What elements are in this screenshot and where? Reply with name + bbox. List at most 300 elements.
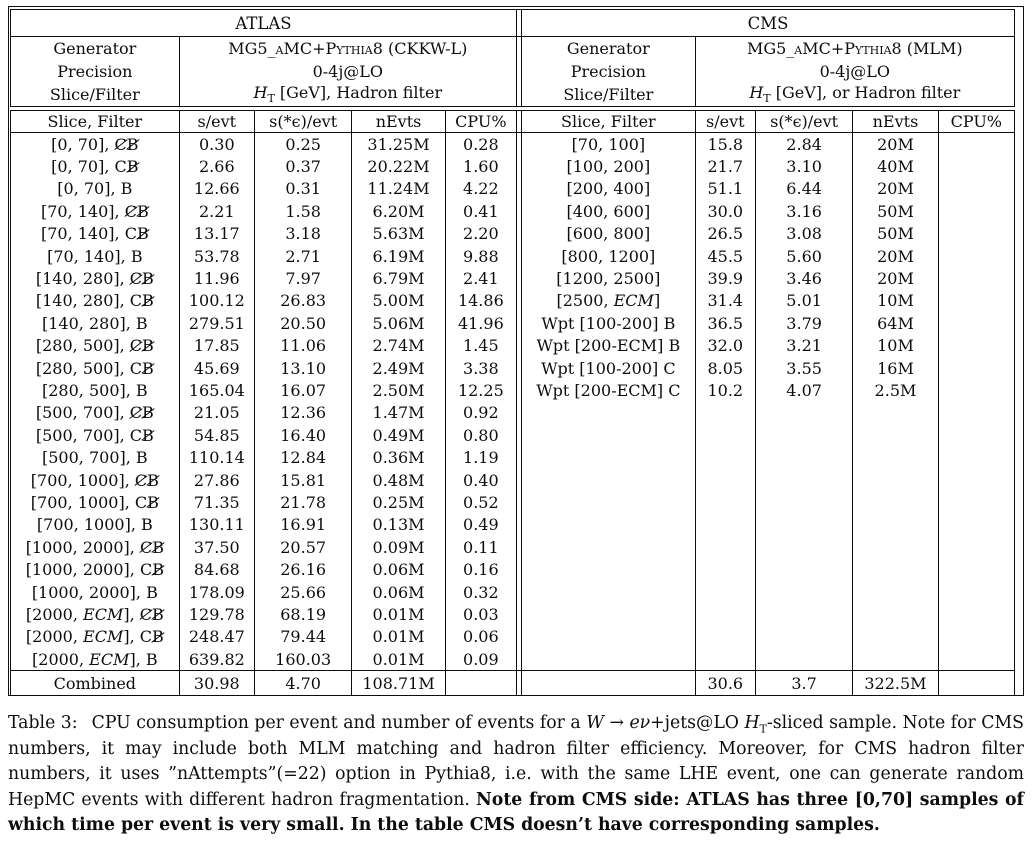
cell-s-eps-evt: 2.84	[755, 133, 852, 156]
cell-s-eps-evt	[755, 558, 852, 580]
cell-cpu: 14.86	[445, 290, 516, 312]
cell-cpu: 3.38	[445, 357, 516, 379]
cell-cpu	[938, 491, 1014, 513]
cell-nevts: 50M	[853, 223, 938, 245]
cell-slice: [0, 70], CB	[51, 134, 139, 154]
cell-slice: [70, 100]	[571, 134, 646, 154]
cell-cpu	[938, 200, 1014, 222]
cell-s-evt: 37.50	[179, 536, 254, 558]
cell-cpu	[938, 469, 1014, 491]
cell-slice: Wpt [200-ECM] C	[536, 380, 681, 400]
cell-slice: [500, 700], CB	[35, 403, 154, 423]
cell-nevts	[853, 558, 938, 580]
cell-slice	[522, 469, 696, 491]
cell-nevts: 2.5M	[853, 379, 938, 401]
cell-nevts: 0.09M	[352, 536, 445, 558]
atlas-slicefilter-value: $H_T$ [GeV], Hadron filter	[179, 83, 516, 107]
atlas-col-s-evt: s/evt	[179, 111, 254, 133]
cell-slice: [2500, ECM]	[556, 291, 661, 311]
cell-nevts	[853, 469, 938, 491]
cell-s-evt: 21.7	[695, 155, 755, 177]
cms-slicefilter-value: $H_T$ [GeV], or Hadron filter	[695, 83, 1014, 107]
atlas-slicefilter-label: Slice/Filter	[49, 85, 140, 104]
cell-cpu: 2.41	[445, 267, 516, 289]
cell-slice: [800, 1200]	[561, 246, 656, 266]
table-row	[11, 626, 1015, 648]
cell-slice: [700, 1000], B	[36, 515, 153, 535]
cell-cpu: 0.52	[445, 491, 516, 513]
table-row	[11, 223, 1015, 245]
cell-s-eps-evt: 16.40	[254, 424, 351, 446]
cell-s-evt	[695, 603, 755, 625]
cell-s-eps-evt: 11.06	[254, 335, 351, 357]
cell-slice: [2000, ECM], B	[32, 649, 158, 669]
cell-nevts	[853, 581, 938, 603]
data-table	[10, 110, 1015, 696]
cell-s-evt	[695, 424, 755, 446]
cell-s-evt: 10.2	[695, 379, 755, 401]
cell-s-evt	[695, 446, 755, 468]
table-row	[11, 379, 1015, 401]
cell-cpu	[938, 581, 1014, 603]
table-row	[11, 671, 1015, 696]
cell-slice: [400, 600]	[566, 201, 651, 221]
cms-col-cpu: CPU%	[938, 111, 1014, 133]
cell-cpu	[938, 514, 1014, 536]
atlas-title: ATLAS	[11, 10, 517, 37]
cell-cpu: 0.80	[445, 424, 516, 446]
cell-cpu: 1.19	[445, 446, 516, 468]
cell-s-eps-evt: 6.44	[755, 178, 852, 200]
cell-cpu: 0.32	[445, 581, 516, 603]
cell-nevts: 11.24M	[352, 178, 445, 200]
cell-s-eps-evt: 79.44	[254, 626, 351, 648]
cell-s-evt	[695, 648, 755, 671]
cell-cpu: 0.16	[445, 558, 516, 580]
cell-s-evt: 17.85	[179, 335, 254, 357]
cell-s-eps-evt	[755, 581, 852, 603]
cell-cpu: 41.96	[445, 312, 516, 334]
table-row	[11, 290, 1015, 312]
cell-cpu: 0.49	[445, 514, 516, 536]
cell-cpu	[938, 155, 1014, 177]
cell-nevts	[853, 536, 938, 558]
cell-s-evt	[695, 469, 755, 491]
cell-cpu	[938, 133, 1014, 156]
cell-s-evt: 51.1	[695, 178, 755, 200]
cell-slice: [70, 140], CB	[40, 201, 149, 221]
cell-slice: [70, 140], CB	[40, 224, 149, 244]
cell-nevts: 6.79M	[352, 267, 445, 289]
cell-s-evt: 165.04	[179, 379, 254, 401]
cell-nevts: 50M	[853, 200, 938, 222]
cell-nevts: 5.06M	[352, 312, 445, 334]
cell-cpu	[938, 335, 1014, 357]
table-row	[11, 155, 1015, 177]
cell-nevts: 1.47M	[352, 402, 445, 424]
cell-nevts: 31.25M	[352, 133, 445, 156]
table-row	[11, 603, 1015, 625]
cell-cpu: 0.11	[445, 536, 516, 558]
atlas-col-cpu: CPU%	[445, 111, 516, 133]
cell-slice: [700, 1000], CB	[30, 470, 159, 490]
cell-nevts: 20M	[853, 133, 938, 156]
cell-slice: Combined	[11, 671, 180, 696]
cell-slice: [2000, ECM], CB	[25, 627, 164, 647]
cell-nevts: 0.06M	[352, 581, 445, 603]
cell-slice: [1000, 2000], B	[31, 582, 158, 602]
cell-s-evt: 279.51	[179, 312, 254, 334]
cell-nevts: 64M	[853, 312, 938, 334]
cell-s-evt: 21.05	[179, 402, 254, 424]
table-row	[11, 312, 1015, 334]
cell-cpu	[938, 312, 1014, 334]
cms-title: CMS	[521, 10, 1014, 37]
cell-cpu	[938, 223, 1014, 245]
cell-s-eps-evt: 26.83	[254, 290, 351, 312]
cms-generator-label: Generator	[566, 39, 650, 58]
cell-nevts	[853, 626, 938, 648]
cell-cpu	[938, 357, 1014, 379]
cell-nevts: 0.49M	[352, 424, 445, 446]
cell-nevts: 20M	[853, 245, 938, 267]
cell-nevts: 322.5M	[853, 671, 938, 696]
cell-nevts: 6.20M	[352, 200, 445, 222]
cell-s-evt: 36.5	[695, 312, 755, 334]
cell-cpu: 4.22	[445, 178, 516, 200]
atlas-col-s-eps-evt: s(*ϵ)/evt	[254, 111, 351, 133]
cell-s-eps-evt: 0.25	[254, 133, 351, 156]
cell-s-evt: 12.66	[179, 178, 254, 200]
cell-slice: [0, 70], B	[57, 179, 133, 199]
cell-slice	[522, 603, 696, 625]
cell-s-evt: 639.82	[179, 648, 254, 671]
cell-s-evt: 0.30	[179, 133, 254, 156]
cell-nevts	[853, 648, 938, 671]
table-row	[11, 267, 1015, 289]
cell-s-eps-evt: 3.18	[254, 223, 351, 245]
cell-slice: [0, 70], CB	[51, 157, 139, 177]
cell-s-eps-evt: 5.60	[755, 245, 852, 267]
table-row	[11, 357, 1015, 379]
cell-cpu	[938, 245, 1014, 267]
table-row	[11, 200, 1015, 222]
cell-s-eps-evt: 4.07	[755, 379, 852, 401]
cell-cpu	[938, 536, 1014, 558]
cell-s-evt: 45.69	[179, 357, 254, 379]
table-row	[11, 335, 1015, 357]
cell-s-evt: 11.96	[179, 267, 254, 289]
cell-nevts	[853, 446, 938, 468]
cell-s-eps-evt: 3.08	[755, 223, 852, 245]
cell-cpu	[938, 178, 1014, 200]
cell-nevts: 20.22M	[352, 155, 445, 177]
cms-col-slice-filter: Slice, Filter	[522, 111, 696, 133]
cell-s-evt: 13.17	[179, 223, 254, 245]
experiment-title-row	[11, 10, 1015, 37]
cell-s-eps-evt: 12.84	[254, 446, 351, 468]
cell-slice	[522, 491, 696, 513]
cell-slice: [1000, 2000], CB	[25, 560, 164, 580]
cell-nevts: 0.25M	[352, 491, 445, 513]
cell-s-eps-evt: 5.01	[755, 290, 852, 312]
cell-s-evt: 178.09	[179, 581, 254, 603]
cell-cpu: 0.03	[445, 603, 516, 625]
cell-slice: [140, 280], CB	[35, 269, 154, 289]
cell-slice: [500, 700], B	[42, 448, 148, 468]
table-row	[11, 402, 1015, 424]
cell-slice: Wpt [200-ECM] B	[536, 336, 681, 356]
cell-nevts: 2.49M	[352, 357, 445, 379]
cell-s-evt	[695, 581, 755, 603]
table-caption	[8, 711, 1024, 838]
caption-text: CPU consumption per event and number of events for a W → eν+jets@LO $H_T$-sliced sample. Note for CMS numbers, it may include both MLM matching and hadron filter efficiency. Moreover, for CMS hadron filter numbers, it uses ”nAttempts”(=22) option in Pythia8, i.e. with the same LHE event, one can generate random HepMC events with different hadron fragmentation.	[8, 713, 1024, 810]
cell-s-eps-evt	[755, 402, 852, 424]
cell-cpu	[938, 290, 1014, 312]
cell-s-eps-evt: 68.19	[254, 603, 351, 625]
cell-s-evt: 15.8	[695, 133, 755, 156]
cell-nevts: 20M	[853, 178, 938, 200]
table-row	[11, 581, 1015, 603]
cell-cpu: 0.41	[445, 200, 516, 222]
cell-nevts: 5.63M	[352, 223, 445, 245]
cell-s-evt: 71.35	[179, 491, 254, 513]
cell-s-evt	[695, 491, 755, 513]
cell-s-evt: 8.05	[695, 357, 755, 379]
cell-s-eps-evt: 7.97	[254, 267, 351, 289]
cell-s-eps-evt: 3.55	[755, 357, 852, 379]
cell-s-eps-evt: 20.50	[254, 312, 351, 334]
cell-cpu	[938, 603, 1014, 625]
cell-slice: [280, 500], B	[42, 380, 148, 400]
cell-slice: [1000, 2000], CB	[25, 537, 164, 557]
table-header-block	[10, 9, 1015, 107]
cell-nevts: 16M	[853, 357, 938, 379]
cms-slicefilter-label: Slice/Filter	[563, 85, 654, 104]
cell-cpu: 1.45	[445, 335, 516, 357]
slice-filter-row	[11, 83, 1015, 107]
cell-s-evt: 32.0	[695, 335, 755, 357]
table-row	[11, 133, 1015, 156]
cell-nevts	[853, 402, 938, 424]
cell-slice	[522, 648, 696, 671]
cell-cpu	[938, 267, 1014, 289]
cell-s-evt: 45.5	[695, 245, 755, 267]
cell-nevts: 6.19M	[352, 245, 445, 267]
cell-slice	[522, 581, 696, 603]
cell-cpu	[938, 626, 1014, 648]
table-row	[11, 648, 1015, 671]
cell-slice	[522, 626, 696, 648]
cell-s-evt: 39.9	[695, 267, 755, 289]
cell-nevts	[853, 491, 938, 513]
cell-nevts: 0.01M	[352, 626, 445, 648]
table-row	[11, 491, 1015, 513]
cell-s-eps-evt: 160.03	[254, 648, 351, 671]
cell-s-evt: 110.14	[179, 446, 254, 468]
cell-s-eps-evt	[755, 626, 852, 648]
cell-s-eps-evt: 3.46	[755, 267, 852, 289]
cell-s-eps-evt: 1.58	[254, 200, 351, 222]
cell-s-eps-evt: 25.66	[254, 581, 351, 603]
cell-slice: [140, 280], B	[42, 313, 148, 333]
cell-slice	[522, 671, 696, 696]
cell-nevts: 10M	[853, 335, 938, 357]
cell-s-evt: 2.21	[179, 200, 254, 222]
cell-nevts: 0.36M	[352, 446, 445, 468]
cell-slice	[522, 514, 696, 536]
cell-s-eps-evt: 0.37	[254, 155, 351, 177]
cell-cpu	[938, 424, 1014, 446]
cell-cpu	[938, 402, 1014, 424]
atlas-col-nevts: nEvts	[352, 111, 445, 133]
cell-nevts: 0.01M	[352, 648, 445, 671]
table-row	[11, 558, 1015, 580]
cell-s-eps-evt: 13.10	[254, 357, 351, 379]
cell-nevts: 40M	[853, 155, 938, 177]
cell-s-evt: 53.78	[179, 245, 254, 267]
cell-slice: Wpt [100-200] B	[541, 313, 676, 333]
cell-nevts: 20M	[853, 267, 938, 289]
cell-s-eps-evt	[755, 648, 852, 671]
cell-nevts: 0.01M	[352, 603, 445, 625]
atlas-precision-label: Precision	[57, 62, 133, 81]
cell-nevts: 0.13M	[352, 514, 445, 536]
column-header-row	[11, 111, 1015, 133]
cell-slice	[522, 536, 696, 558]
table-row	[11, 469, 1015, 491]
atlas-col-slice-filter: Slice, Filter	[11, 111, 180, 133]
cell-s-evt: 30.6	[695, 671, 755, 696]
cell-cpu: 1.60	[445, 155, 516, 177]
cell-s-evt: 27.86	[179, 469, 254, 491]
cell-s-eps-evt: 15.81	[254, 469, 351, 491]
cell-s-eps-evt: 4.70	[254, 671, 351, 696]
cell-slice: [2000, ECM], CB	[25, 604, 164, 624]
table-row	[11, 536, 1015, 558]
cell-s-eps-evt: 12.36	[254, 402, 351, 424]
cell-cpu: 2.20	[445, 223, 516, 245]
cell-s-evt	[695, 558, 755, 580]
cell-slice: [280, 500], CB	[35, 358, 154, 378]
cell-cpu	[938, 671, 1014, 696]
cell-s-eps-evt: 16.91	[254, 514, 351, 536]
cell-cpu: 0.92	[445, 402, 516, 424]
cell-nevts: 0.48M	[352, 469, 445, 491]
cell-s-evt: 248.47	[179, 626, 254, 648]
atlas-precision-value: 0-4j@LO	[179, 60, 516, 83]
cell-s-eps-evt: 0.31	[254, 178, 351, 200]
cell-slice	[522, 402, 696, 424]
cell-s-eps-evt: 21.78	[254, 491, 351, 513]
table-row	[11, 446, 1015, 468]
cms-col-s-eps-evt: s(*ϵ)/evt	[755, 111, 852, 133]
caption-note-bold: Note from CMS side: ATLAS has three [0,70] samples of which time per event is very small. In the table CMS doesn’t have corresponding samples.	[8, 789, 1024, 835]
cell-s-eps-evt: 26.16	[254, 558, 351, 580]
cell-s-eps-evt: 3.16	[755, 200, 852, 222]
cms-generator-value: MG5_aMC+Pythia8 (MLM)	[695, 37, 1014, 61]
cms-precision-label: Precision	[570, 62, 646, 81]
cell-s-eps-evt	[755, 491, 852, 513]
cell-s-eps-evt: 20.57	[254, 536, 351, 558]
cell-s-eps-evt	[755, 446, 852, 468]
cell-slice: [140, 280], CB	[35, 291, 154, 311]
precision-row	[11, 60, 1015, 83]
cell-s-evt	[695, 536, 755, 558]
cell-slice: [70, 140], B	[47, 246, 143, 266]
cell-cpu	[938, 558, 1014, 580]
cell-nevts	[853, 603, 938, 625]
table-row	[11, 178, 1015, 200]
cell-cpu	[938, 648, 1014, 671]
table-row	[11, 514, 1015, 536]
cell-s-evt: 100.12	[179, 290, 254, 312]
cell-nevts: 2.50M	[352, 379, 445, 401]
cell-s-evt	[695, 514, 755, 536]
cell-s-eps-evt	[755, 536, 852, 558]
cell-s-evt: 30.0	[695, 200, 755, 222]
cms-col-s-evt: s/evt	[695, 111, 755, 133]
cell-slice: [600, 800]	[566, 224, 651, 244]
cell-slice: [500, 700], CB	[35, 425, 154, 445]
cell-slice	[522, 424, 696, 446]
cell-s-evt: 84.68	[179, 558, 254, 580]
cell-cpu: 0.28	[445, 133, 516, 156]
cell-s-eps-evt	[755, 603, 852, 625]
cell-nevts	[853, 424, 938, 446]
cell-nevts: 0.06M	[352, 558, 445, 580]
cell-s-eps-evt: 3.21	[755, 335, 852, 357]
cell-s-evt: 30.98	[179, 671, 254, 696]
cell-cpu: 0.40	[445, 469, 516, 491]
atlas-generator-label: Generator	[53, 39, 137, 58]
cell-s-eps-evt: 3.79	[755, 312, 852, 334]
cell-s-eps-evt	[755, 469, 852, 491]
cell-s-evt: 2.66	[179, 155, 254, 177]
cell-slice: Wpt [100-200] C	[541, 358, 676, 378]
cell-slice: [700, 1000], CB	[30, 492, 159, 512]
cms-col-nevts: nEvts	[853, 111, 938, 133]
cell-s-eps-evt: 2.71	[254, 245, 351, 267]
atlas-generator-value: MG5_aMC+Pythia8 (CKKW-L)	[179, 37, 516, 61]
cell-s-evt: 31.4	[695, 290, 755, 312]
table-row	[11, 424, 1015, 446]
cell-nevts: 5.00M	[352, 290, 445, 312]
cell-slice	[522, 446, 696, 468]
cms-precision-value: 0-4j@LO	[695, 60, 1014, 83]
cell-s-eps-evt: 3.7	[755, 671, 852, 696]
cell-cpu: 0.09	[445, 648, 516, 671]
cell-nevts: 10M	[853, 290, 938, 312]
cell-s-eps-evt: 16.07	[254, 379, 351, 401]
generator-row	[11, 37, 1015, 61]
table-row	[11, 245, 1015, 267]
cell-s-eps-evt: 3.10	[755, 155, 852, 177]
table-frame	[8, 6, 1024, 696]
cell-s-evt	[695, 402, 755, 424]
cell-slice: [1200, 2500]	[556, 269, 661, 289]
cell-cpu: 0.06	[445, 626, 516, 648]
cell-slice: [100, 200]	[566, 157, 651, 177]
cell-s-evt: 54.85	[179, 424, 254, 446]
cell-cpu	[445, 671, 516, 696]
cell-s-eps-evt	[755, 514, 852, 536]
cell-s-evt: 130.11	[179, 514, 254, 536]
cell-cpu: 12.25	[445, 379, 516, 401]
cell-slice	[522, 558, 696, 580]
cell-s-evt: 26.5	[695, 223, 755, 245]
caption-label: Table 3:	[8, 713, 78, 733]
